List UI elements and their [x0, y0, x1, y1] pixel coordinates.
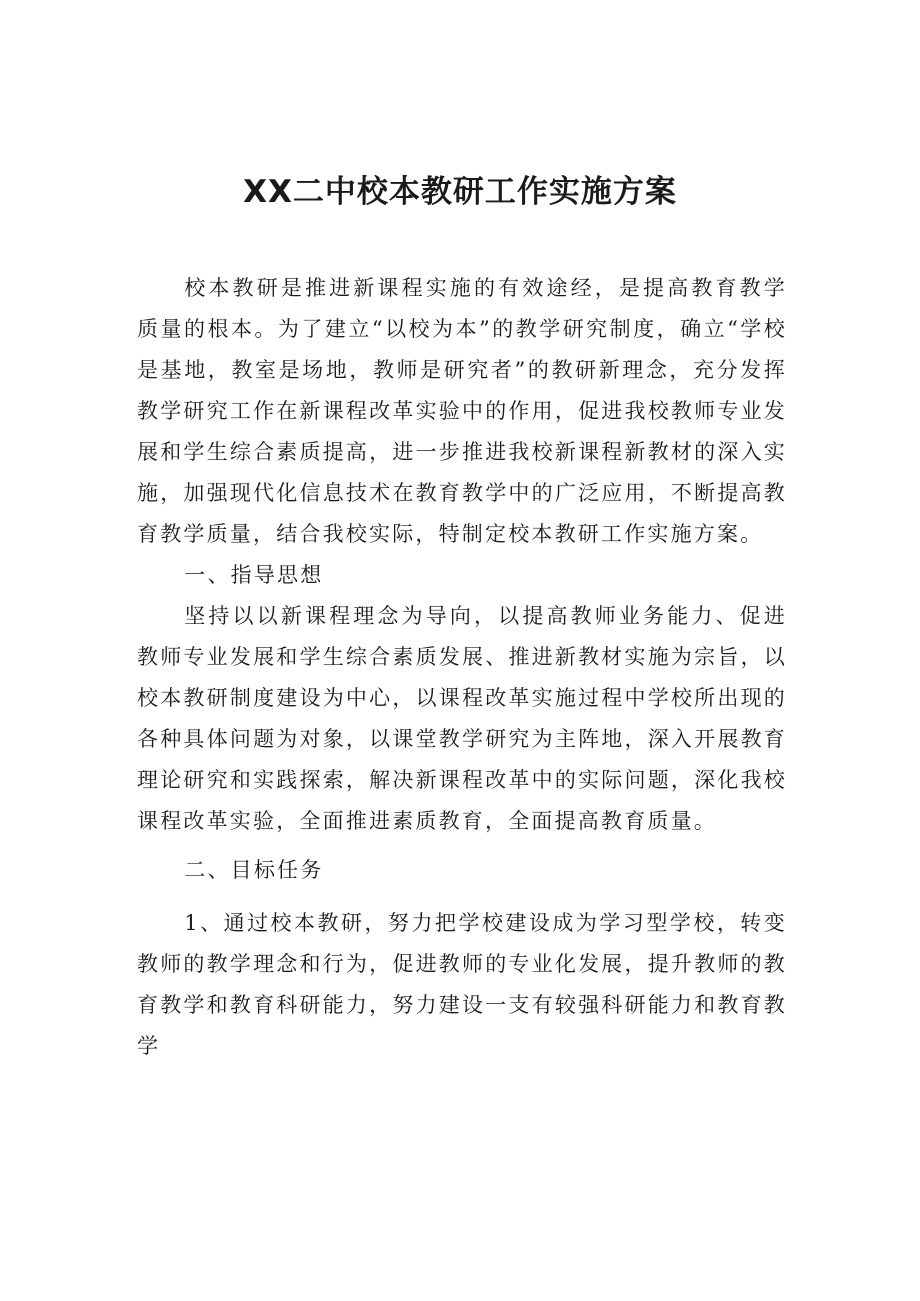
paragraph-intro: 校本教研是推进新课程实施的有效途经，是提高教育教学质量的根本。为了建立“以校为本”的教学研究制度，确立“学校是基地，教室是场地，教师是研究者”的教研新理念，充分发挥教学研究工作在新课程改革实验中的作用，促进我校教师专业发展和学生综合素质提高，进一步推进我校新课程新教材的深入实施，加强现代化信息技术在教育教学中的广泛应用，不断提高教育教学质量，结合我校实际，特制定校本教研工作实施方案。 — [137, 276, 787, 546]
paragraph-goal-1: 1、通过校本教研，努力把学校建设成为学习型学校，转变教师的教学理念和行为，促进教师的专业化发展，提升教师的教育教学和教育科研能力，努力建设一支有较强科研能力和教育教学 — [137, 911, 787, 1058]
document-title: XX二中校本教研工作实施方案 — [243, 174, 677, 210]
document-body — [137, 268, 787, 1067]
heading-guiding-ideology: 一、指导思想 — [184, 563, 324, 587]
paragraph-guiding-ideology: 坚持以以新课程理念为导向，以提高教师业务能力、促进教师专业发展和学生综合素质发展、推进新教材实施为宗旨，以校本教研制度建设为中心，以课程改革实施过程中学校所出现的各种具体问题为对象，以课堂教学研究为主阵地，深入开展教育理论研究和实践探索，解决新课程改革中的实际问题，深化我校课程改革实验，全面推进素质教育，全面提高教育质量。 — [137, 604, 787, 833]
heading-goals-tasks: 二、目标任务 — [184, 858, 324, 882]
